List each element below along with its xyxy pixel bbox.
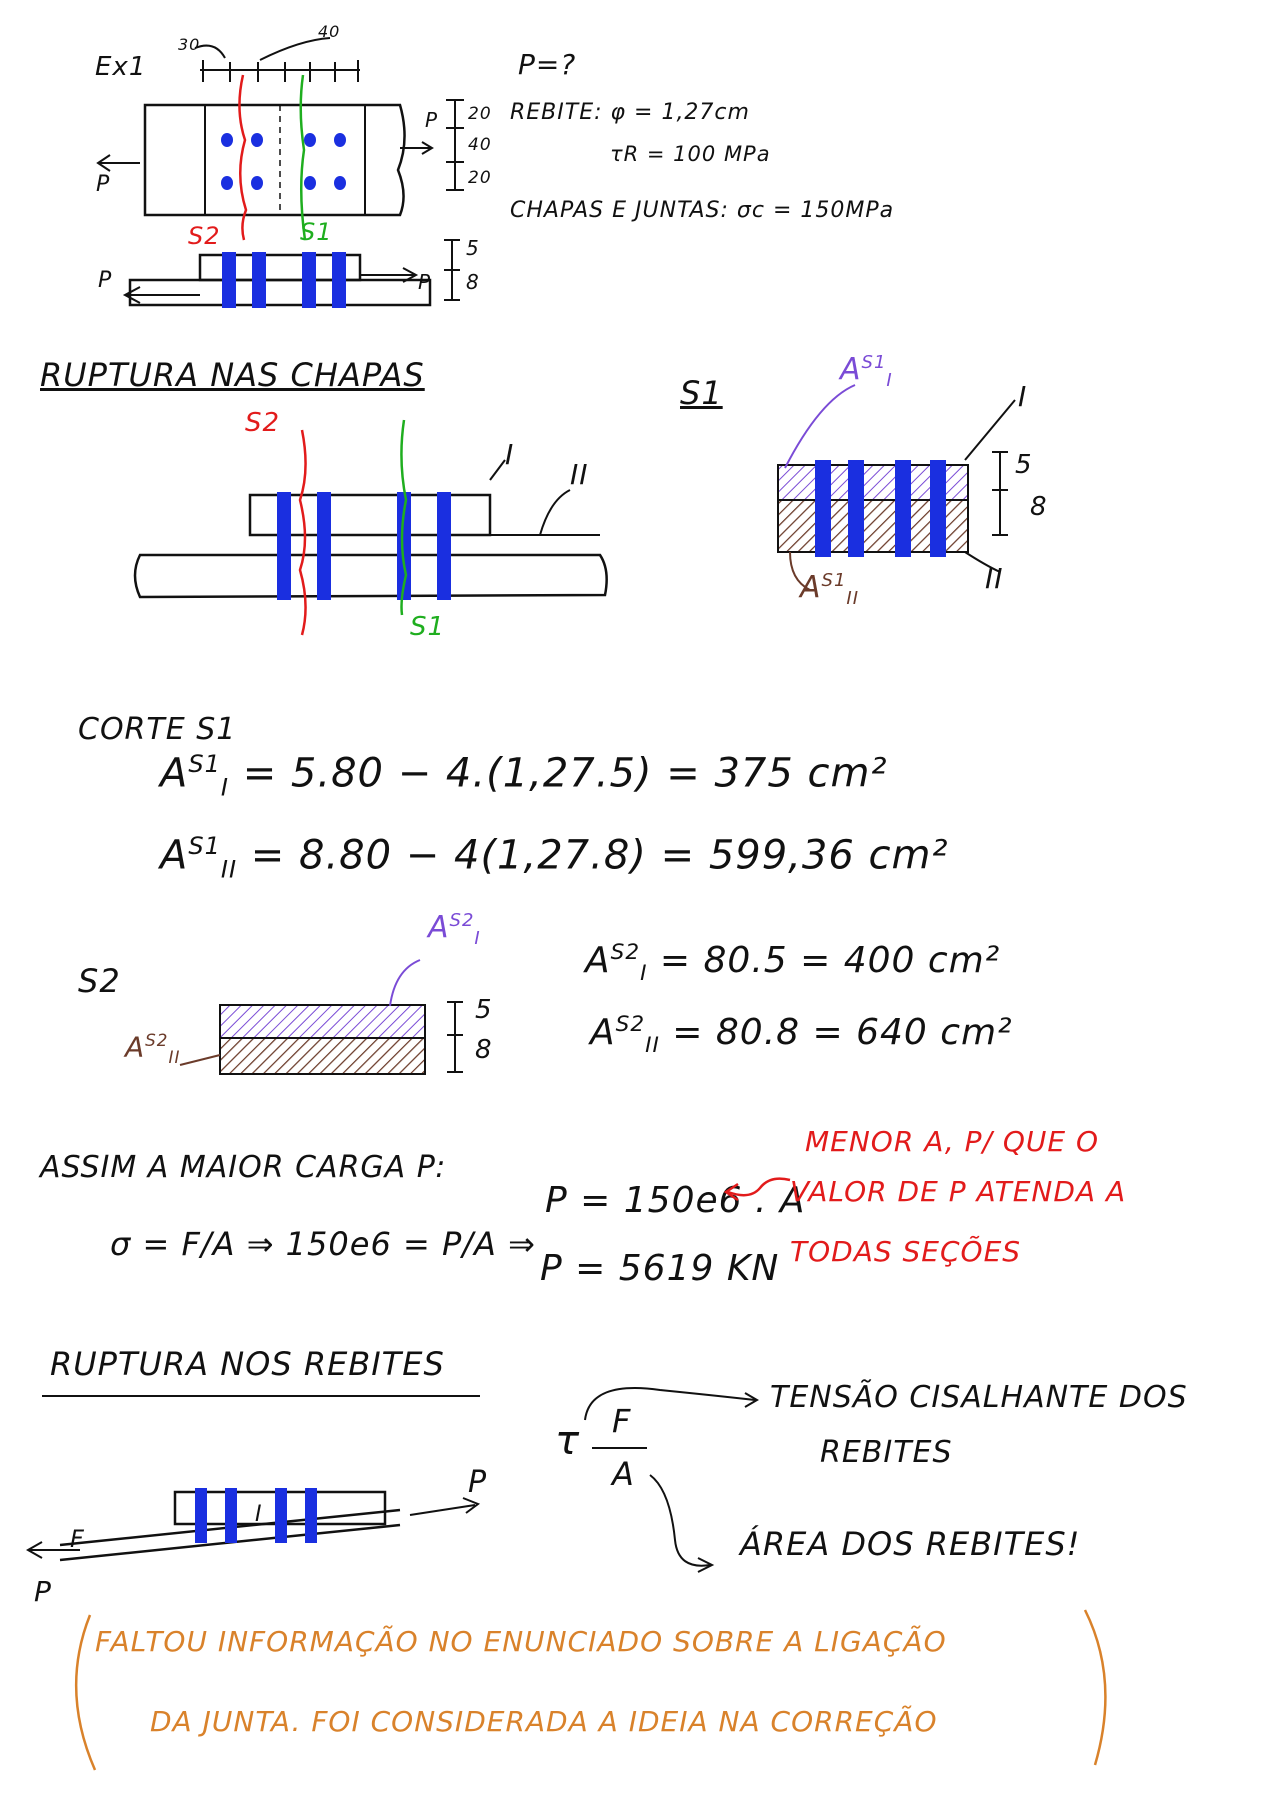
area-desc: ÁREA DOS REBITES!	[740, 1525, 1081, 1563]
eq1-sup: S1	[188, 750, 221, 778]
s2-area-II-sup: S2	[145, 1030, 169, 1050]
eq4-rhs: = 80.8 = 640 cm²	[672, 1012, 1013, 1053]
rivet-force-P-right: P	[468, 1465, 488, 1500]
s1-view-title: S1	[680, 374, 723, 412]
side-force-left: P	[98, 268, 113, 293]
eq3-sub: I	[640, 961, 648, 987]
s1-area-I-sup: S1	[861, 352, 887, 373]
s1-area-I-sub: I	[886, 370, 893, 391]
s1-area-II-sub: II	[846, 588, 860, 609]
s1-area-II-sup: S1	[821, 570, 847, 591]
rivet-diameter: REBITE: φ = 1,27cm	[510, 100, 750, 125]
dim-30: 30	[178, 35, 201, 54]
s1-area-II-label	[800, 570, 859, 609]
exercise-label: Ex1	[95, 52, 147, 82]
s1-area-I-label	[840, 352, 893, 391]
s2-area-I-sup: S2	[449, 910, 475, 931]
vdim-1: 20	[468, 104, 492, 124]
shear-F: F	[612, 1402, 632, 1440]
s1-dim-5: 5	[1015, 450, 1033, 480]
s2-area-II-symbol: A	[125, 1030, 146, 1064]
s2-area-I-symbol: A	[428, 910, 450, 945]
s2-title: S2	[78, 962, 121, 1000]
footnote-line-2: DA JUNTA. FOI CONSIDERADA A IDEIA NA CORREÇÃO	[150, 1705, 938, 1738]
side-dim-5: 5	[466, 236, 480, 260]
s2-area-I-label	[428, 910, 481, 949]
eq4-symbol: A	[590, 1012, 616, 1053]
cut-s1-heading: CORTE S1	[78, 712, 237, 747]
load-result-2: P = 5619 KN	[540, 1248, 780, 1289]
s1-dim-8: 8	[1030, 492, 1048, 522]
plate-I-label: I	[505, 438, 515, 471]
shear-desc-line-2: REBITES	[820, 1435, 953, 1470]
side-force-right: P	[418, 270, 432, 294]
unknown-p: P=?	[518, 48, 577, 81]
section-title-plates: RUPTURA NAS CHAPAS	[40, 356, 425, 394]
shear-desc-line-1: TENSÃO CISALHANTE DOS	[770, 1380, 1188, 1415]
note-arrow	[720, 1170, 800, 1210]
s2-area-II-sub: II	[168, 1046, 181, 1067]
eq1-symbol: A	[160, 750, 189, 797]
eq-area-II-s2	[590, 1012, 1013, 1058]
eq3-symbol: A	[585, 940, 611, 981]
s2-dim-5: 5	[475, 995, 493, 1025]
eq-area-I-s2	[585, 940, 1000, 986]
plate-II-label: II	[570, 458, 589, 491]
s2-area-I-sub: I	[474, 928, 481, 949]
cut-s1-label: S1	[300, 218, 333, 246]
vdim-3: 20	[468, 168, 492, 188]
max-load-heading: ASSIM A MAIOR CARGA P:	[40, 1150, 447, 1185]
rivet-force-P-left: P	[34, 1575, 52, 1608]
eq-area-I-s1	[160, 750, 888, 801]
s1-cross-section	[760, 340, 1120, 600]
s2-dim-8: 8	[475, 1035, 493, 1065]
s1-plate-I: I	[1018, 380, 1028, 413]
cut-s2-label-2: S2	[245, 408, 281, 438]
eq2-sup: S1	[188, 832, 221, 860]
eq1-rhs: = 5.80 − 4.(1,27.5) = 375 cm²	[242, 750, 888, 797]
load-result-1: P = 150e6 . A	[545, 1180, 806, 1221]
s1-area-I-symbol: A	[840, 352, 862, 387]
plates-stress: CHAPAS E JUNTAS: σc = 150MPa	[510, 198, 895, 223]
note-line-1: MENOR A, P/ QUE O	[805, 1125, 1100, 1158]
s1-plate-II: II	[985, 562, 1004, 595]
note-line-3: TODAS SEÇÕES	[790, 1235, 1022, 1268]
eq2-sub: II	[220, 855, 238, 884]
eq-area-II-s1	[160, 832, 949, 883]
cut-s2-label: S2	[188, 222, 221, 250]
cut-s1-label-2: S1	[410, 612, 446, 642]
stress-formula: σ = F/A ⇒ 150e6 = P/A ⇒	[110, 1225, 536, 1263]
force-right-label: P	[425, 108, 439, 132]
rivet-plate-I: I	[255, 1502, 263, 1527]
eq2-symbol: A	[160, 832, 189, 879]
s2-cross-section	[180, 930, 600, 1080]
rivet-shear-stress: τR = 100 MPa	[610, 142, 771, 166]
side-dim-8: 8	[466, 270, 480, 294]
dim-40: 40	[318, 22, 341, 41]
plate-side-drawing	[0, 360, 700, 660]
eq1-sub: I	[220, 773, 229, 802]
eq3-sup: S2	[610, 940, 641, 965]
note-line-2: VALOR DE P ATENDA A	[790, 1175, 1127, 1208]
section-title-rivets: RUPTURA NOS REBITES	[50, 1345, 445, 1383]
shear-tau: τ	[555, 1418, 581, 1464]
shear-A: A	[612, 1455, 635, 1493]
rivet-underline	[42, 1392, 482, 1402]
force-left-label: P	[96, 172, 111, 197]
eq2-rhs: = 8.80 − 4(1,27.8) = 599,36 cm²	[250, 832, 949, 879]
rivet-side-drawing	[20, 1470, 520, 1590]
shear-arrows	[570, 1360, 770, 1620]
rivet-force-F: F	[70, 1525, 85, 1553]
eq4-sub: II	[645, 1033, 660, 1059]
s2-area-II-label	[125, 1030, 180, 1067]
footnote-line-1: FALTOU INFORMAÇÃO NO ENUNCIADO SOBRE A LIGAÇÃO	[95, 1625, 947, 1658]
eq4-sup: S2	[615, 1012, 646, 1037]
s1-area-II-symbol: A	[800, 570, 822, 605]
vdim-2: 40	[468, 135, 492, 155]
eq3-rhs: = 80.5 = 400 cm²	[659, 940, 1001, 981]
